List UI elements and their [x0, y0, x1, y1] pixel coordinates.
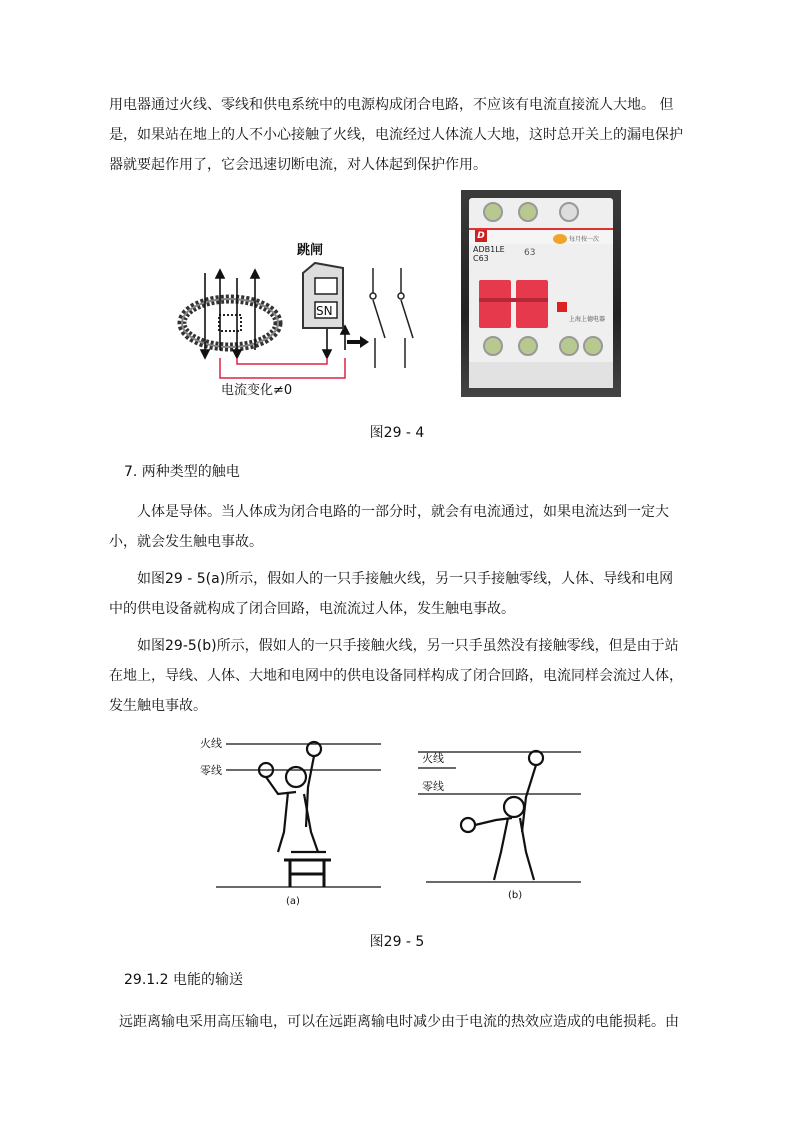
section-29-1-2-heading: 29.1.2 电能的输送	[124, 972, 243, 988]
trip-label: 跳闸	[297, 243, 324, 258]
rating: 63	[524, 248, 536, 258]
section-7-para-3: 如图29-5(b)所示，假如人的一只手接触火线，另一只手虽然没有接触零线，但是由于站在地上，导线、人体、大地和电网中的供电设备同样构成了闭合回路，电流同样会流过人体，发生触电事故。	[109, 638, 683, 714]
panel-b	[418, 751, 581, 901]
panel-b-sub-label: (b)	[508, 890, 523, 901]
current-change-label: 电流变化≠0	[221, 383, 293, 398]
panel-b-neutral-label: 零线	[422, 780, 444, 793]
toggle-left	[479, 280, 511, 328]
figure-29-4-caption: 图29 - 4	[369, 425, 425, 441]
panel-a-live-label: 火线	[200, 737, 222, 750]
section-7-para-2: 如图29 - 5(a)所示，假如人的一只手接触火线，另一只手接触零线，人体、导线和电网中的供电设备就构成了闭合回路，电流流过人体，发生触电事故。	[109, 571, 674, 617]
model-line2: C63	[473, 254, 489, 263]
model-line1: ADB1LE	[473, 245, 505, 254]
section-7-para-1: 人体是导体。当人体成为闭合电路的一部分时，就会有电流通过，如果电流达到一定大 小，就会发生触电事故。	[109, 504, 669, 550]
breaker-photo	[461, 190, 621, 397]
maker-text: 上海上德电器	[569, 316, 606, 323]
toggle-right	[516, 280, 548, 328]
sn-label: SN	[316, 304, 333, 318]
paragraph-leakage-protection: 用电器通过火线、零线和供电系统中的电源构成闭合电路，不应该有电流直接流人大地。 但是，如果站在地上的人不小心接触了火线，电流经过人体流人大地，这时总开关上的漏电保护器就要起作用了，它会迅速切断电流，对人体起到保护作用。	[109, 97, 683, 173]
panel-a-sub-label: (a)	[286, 896, 300, 907]
panel-b-live-label: 火线	[422, 752, 444, 765]
panel-a-neutral-label: 零线	[200, 764, 222, 777]
section-7-heading: 7. 两种类型的触电	[124, 464, 240, 480]
figure-29-4-diagram	[175, 238, 425, 398]
section-29-1-2-para-1: 远距离输电采用高压输电，可以在远距离输电时减少由于电流的热效应造成的电能损耗。由	[119, 1014, 679, 1030]
figure-29-5-diagram	[196, 732, 586, 910]
brand-logo: D	[475, 230, 487, 242]
panel-a	[200, 736, 381, 907]
test-button-text: 每月按一次	[569, 236, 600, 243]
figure-29-5-caption: 图29 - 5	[369, 934, 425, 950]
